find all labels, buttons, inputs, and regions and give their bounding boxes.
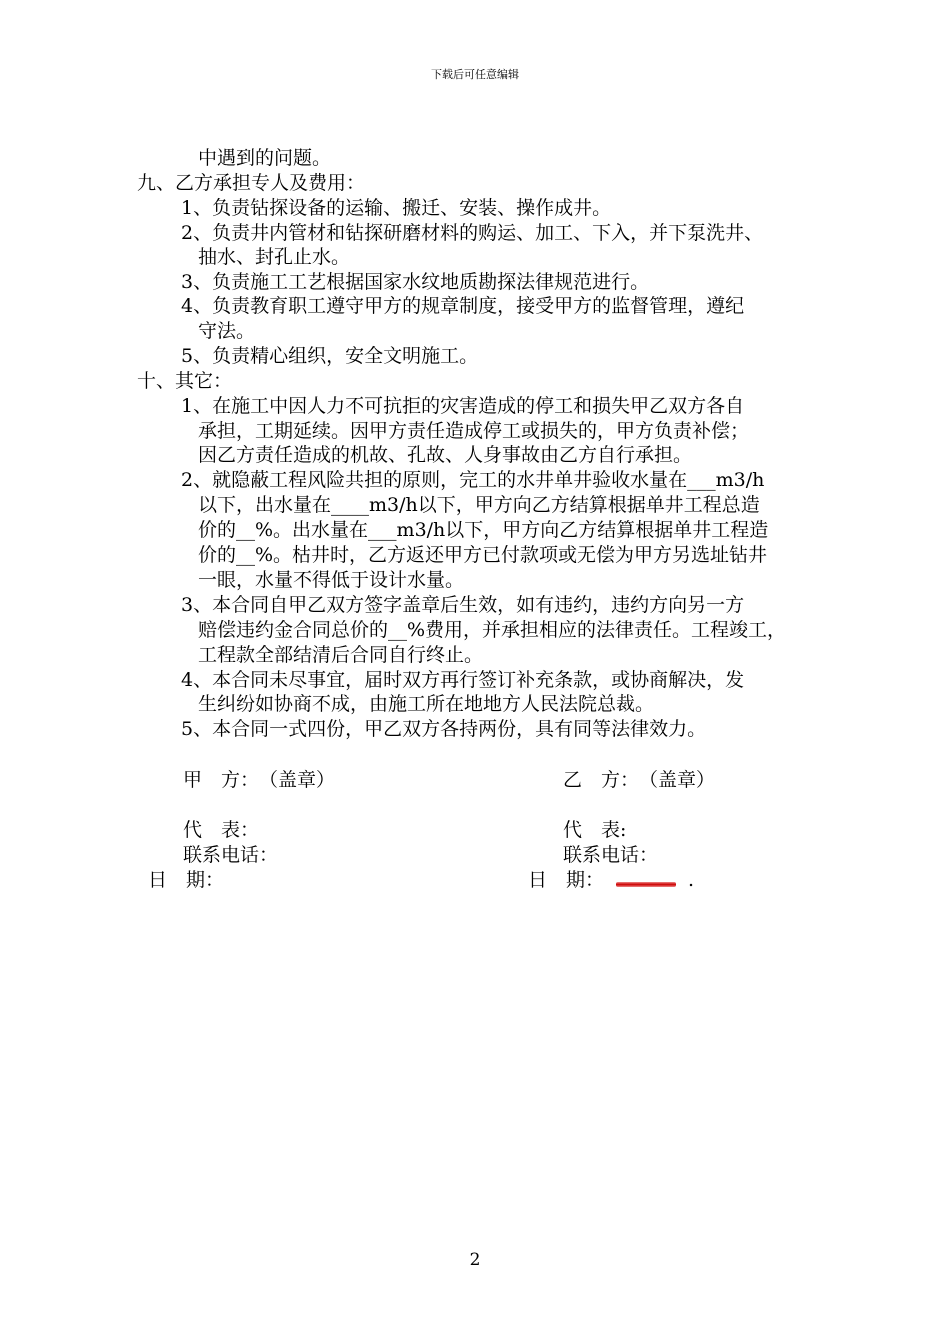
section-heading: 九、乙方承担专人及费用：	[137, 172, 366, 194]
text-line: 3、本合同自甲乙双方签字盖章后生效，如有违约，违约方向另一方	[181, 594, 745, 616]
text-line: 价的__%。枯井时，乙方返还甲方已付款项或无偿为甲方另选址钻井	[198, 544, 768, 566]
party-a-phone: 联系电话：	[183, 844, 279, 866]
text-line: 赔偿违约金合同总价的__%费用，并承担相应的法律责任。工程竣工，	[198, 619, 787, 641]
text-line: 抽水、封孔止水。	[198, 246, 351, 268]
text-line: 价的__%。出水量在___m3/h以下，甲方向乙方结算根据单井工程造	[198, 519, 769, 541]
text-line: 工程款全部结清后合同自行终止。	[198, 644, 484, 666]
text-line: 3、负责施工工艺根据国家水纹地质勘探法律规范进行。	[181, 271, 650, 293]
text-line: 1、负责钻探设备的运输、搬迁、安装、操作成井。	[181, 197, 612, 219]
party-a-label: 甲 方： （盖章）	[183, 769, 336, 791]
party-b-phone: 联系电话：	[563, 844, 659, 866]
text-line: 生纠纷如协商不成，由施工所在地地方人民法院总裁。	[198, 693, 655, 715]
text-line: 2、负责井内管材和钻探研磨材料的购运、加工、下入，并下泵洗井、	[181, 222, 764, 244]
party-a-date: 日 期：	[148, 869, 225, 891]
text-line: 以下，出水量在____m3/h以下，甲方向乙方结算根据单井工程总造	[198, 494, 760, 516]
text-line: 2、就隐蔽工程风险共担的原则，完工的水井单井验收水量在___m3/h	[181, 469, 765, 491]
text-line: 中遇到的问题。	[198, 147, 332, 169]
text-line: 因乙方责任造成的机故、孔故、人身事故由乙方自行承担。	[198, 444, 693, 466]
text-line: 5、负责精心组织，安全文明施工。	[181, 345, 479, 367]
text-line: 5、本合同一式四份，甲乙双方各持两份，具有同等法律效力。	[181, 718, 707, 740]
party-b-representative: 代 表:	[563, 819, 627, 841]
text-line: 4、本合同未尽事宜，届时双方再行签订补充条款，或协商解决，发	[181, 669, 745, 691]
section-heading: 十、其它：	[137, 370, 233, 392]
party-a-representative: 代 表：	[183, 819, 260, 841]
text-line: 守法。	[198, 320, 256, 342]
text-line: 1、在施工中因人力不可抗拒的灾害造成的停工和损失甲乙双方各自	[181, 395, 745, 417]
text-line: 承担，工期延续。因甲方责任造成停工或损失的，甲方负责补偿；	[198, 420, 750, 442]
trailing-dot: .	[688, 869, 695, 891]
party-b-date: 日 期：	[528, 869, 605, 891]
text-line: 一眼，水量不得低于设计水量。	[198, 569, 465, 591]
party-b-label: 乙 方： （盖章）	[563, 769, 716, 791]
page-header: 下载后可任意编辑	[431, 68, 519, 81]
page-number: 2	[469, 1250, 481, 1270]
red-mark-redaction	[616, 882, 676, 887]
text-line: 4、负责教育职工遵守甲方的规章制度，接受甲方的监督管理，遵纪	[181, 295, 745, 317]
